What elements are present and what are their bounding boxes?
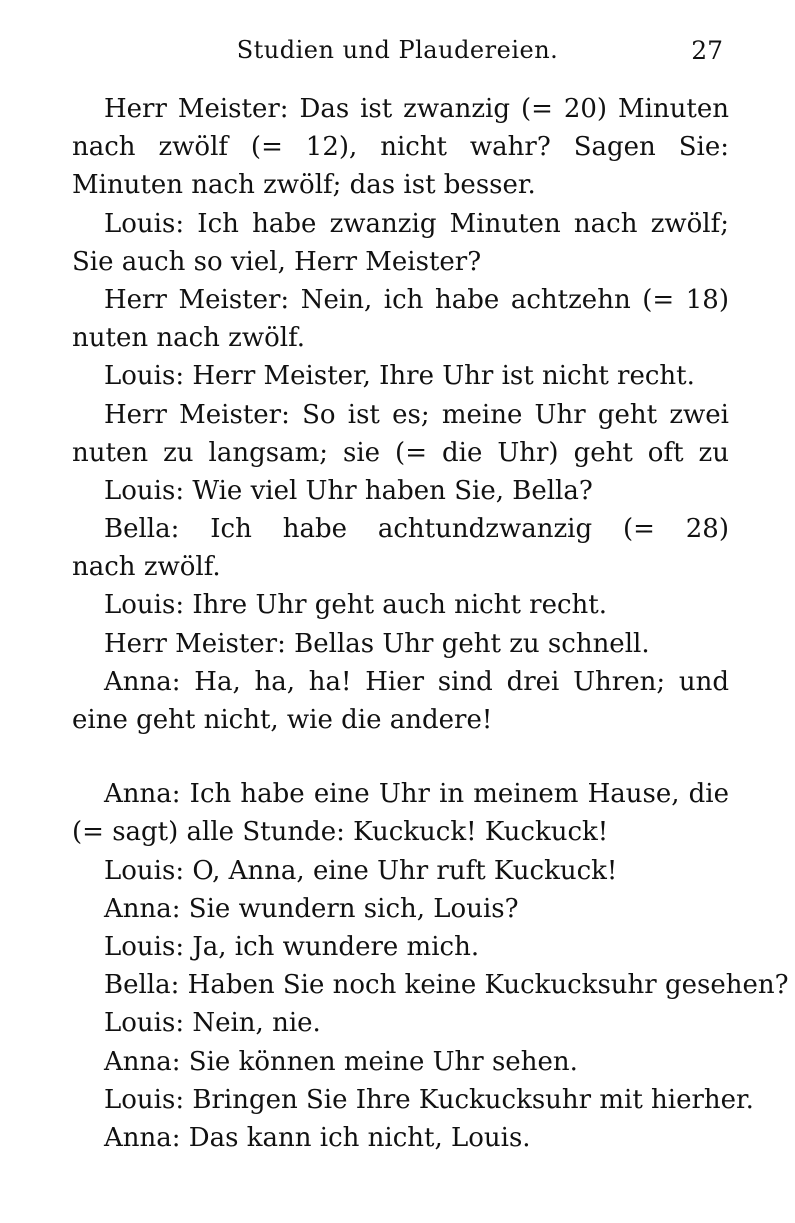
text-line: Louis: Nein, nie. (104, 1008, 321, 1039)
text-line: nuten nach zwölf. (72, 323, 306, 354)
text-line: Louis: Herr Meister, Ihre Uhr ist nicht recht. (104, 361, 695, 392)
dialogue-text (72, 90, 789, 1157)
text-line: Minuten nach zwölf; das ist besser. (72, 170, 536, 201)
text-line: Anna: Sie können meine Uhr sehen. (104, 1046, 578, 1077)
text-line: Anna: Das kann ich nicht, Louis. (104, 1122, 531, 1153)
text-line: Anna: Ha, ha, ha! Hier sind drei Uhren; und (104, 666, 729, 697)
section-gap (72, 739, 729, 775)
text-line: Bella: Ich habe achtundzwanzig (= 28) (104, 514, 729, 545)
text-line: Bella: Haben Sie noch keine Kuckucksuhr gesehen? (104, 970, 789, 1001)
text-line: Sie auch so viel, Herr Meister? (72, 246, 482, 277)
text-line: Louis: Ich habe zwanzig Minuten nach zwölf; (104, 208, 729, 239)
text-line: Louis: O, Anna, eine Uhr ruft Kuckuck! (104, 855, 618, 886)
running-title: Studien und Plaudereien. (236, 36, 559, 64)
text-line: nach zwölf. (72, 552, 221, 583)
text-line: nach zwölf (= 12), nicht wahr? Sagen Sie: (72, 132, 729, 163)
page-number: 27 (691, 36, 723, 65)
text-line: Louis: Wie viel Uhr haben Sie, Bella? (104, 475, 593, 506)
text-line: Anna: Sie wundern sich, Louis? (104, 893, 519, 924)
text-line: Anna: Ich habe eine Uhr in meinem Hause, die (104, 779, 729, 810)
page-header (0, 36, 795, 70)
text-line: Herr Meister: Nein, ich habe achtzehn (= 18) (104, 284, 729, 315)
text-line: Herr Meister: Bellas Uhr geht zu schnell. (104, 628, 650, 659)
text-line: (= sagt) alle Stunde: Kuckuck! Kuckuck! (72, 817, 609, 848)
text-line: nuten zu langsam; sie (= die Uhr) geht oft zu (72, 437, 729, 468)
text-line: Louis: Bringen Sie Ihre Kuckucksuhr mit hierher. (104, 1084, 754, 1115)
text-line: Herr Meister: Das ist zwanzig (= 20) Minuten (104, 94, 729, 124)
text-line: Herr Meister: So ist es; meine Uhr geht zwei (104, 399, 729, 430)
text-line: Louis: Ihre Uhr geht auch nicht recht. (104, 590, 608, 621)
text-line: eine geht nicht, wie die andere! (72, 705, 493, 735)
text-line: Louis: Ja, ich wundere mich. (104, 931, 480, 962)
